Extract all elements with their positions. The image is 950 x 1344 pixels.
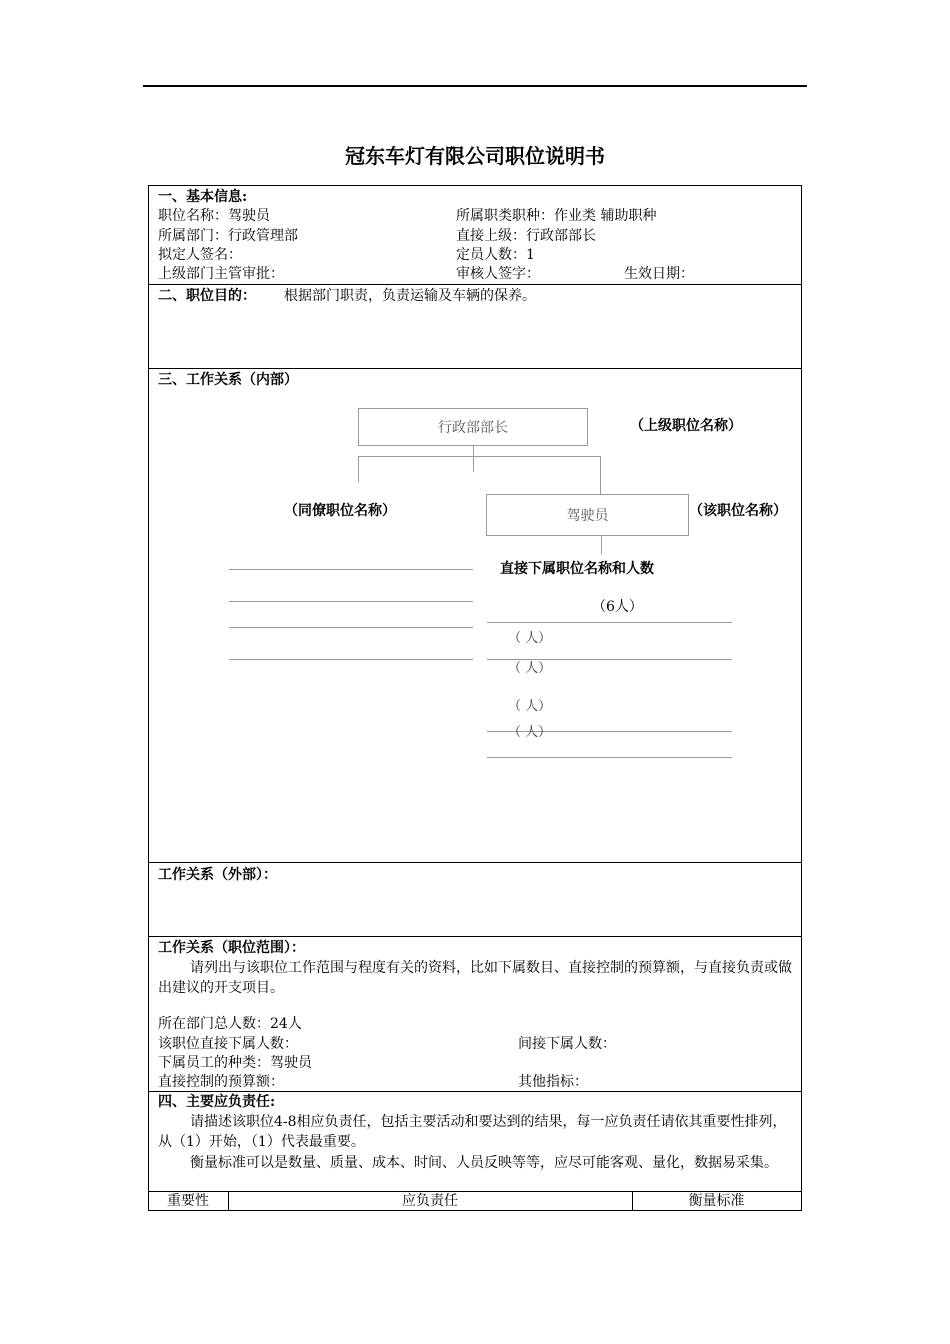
superior-position-name: 行政部部长 [438, 420, 508, 436]
scope-description: 请列出与该职位工作范围与程度有关的资料，比如下属数目、直接控制的预算额，与直接负责或做出建议的开支项目。 [158, 960, 792, 996]
sub-line-4 [487, 757, 732, 758]
department: 所属部门：行政管理部 [158, 228, 298, 244]
section-divider-scope [148, 936, 802, 937]
indirect-subordinate-count: 间接下属人数： [518, 1036, 616, 1052]
direct-superior: 直接上级：行政部部长 [456, 228, 596, 244]
position-category: 所属职类职种：作业类 辅助职种 [456, 208, 657, 224]
supervisor-approval: 上级部门主管审批： [158, 266, 284, 282]
subordinate-row: （ 人） [508, 725, 552, 740]
external-relations-heading: 工作关系（外部）： [158, 867, 277, 883]
org-connector-right [600, 456, 601, 494]
direct-subordinate-count: 该职位直接下属人数： [158, 1036, 298, 1052]
subordinate-row: （ 人） [508, 699, 552, 714]
org-connector-down [601, 536, 602, 554]
effective-date: 生效日期： [624, 266, 694, 282]
subordinate-type: 下属员工的种类：驾驶员 [158, 1055, 312, 1071]
org-connector-left [358, 456, 359, 482]
header-rule [143, 85, 807, 87]
self-position-name: 驾驶员 [566, 508, 609, 524]
peer-line-2 [229, 601, 473, 602]
table-left-border [148, 185, 149, 1210]
dept-total-count: 所在部门总人数：24人 [158, 1016, 302, 1032]
peer-line-3 [229, 627, 473, 628]
section-divider-2 [148, 284, 802, 285]
basic-info-heading: 一、基本信息: [158, 189, 248, 205]
sub-line-1 [487, 622, 732, 623]
table-top-border [148, 185, 802, 186]
page-title: 冠东车灯有限公司职位说明书 [345, 144, 605, 168]
org-connector-top [473, 446, 474, 472]
peer-position-label: （同僚职位名称） [284, 503, 396, 519]
peer-line-1 [229, 569, 473, 570]
table-bottom-border [148, 1210, 802, 1211]
col-header-standard: 衡量标准 [688, 1193, 745, 1209]
drafter-signature: 拟定人签名： [158, 247, 242, 263]
section-divider-3 [148, 368, 802, 369]
col-header-duty: 应负责任 [402, 1193, 458, 1209]
section-divider-ext [148, 862, 802, 863]
self-position-label: （该职位名称） [689, 503, 787, 519]
self-position-box [486, 494, 689, 536]
table-right-border [801, 185, 802, 1210]
other-indicators: 其他指标： [518, 1074, 588, 1090]
measurement-description: 衡量标准可以是数量、质量、成本、时间、人员反映等等，应尽可能客观、量化，数据易采集。 [190, 1155, 778, 1171]
purpose-heading: 二、职位目的： [158, 288, 256, 304]
internal-relations-heading: 三、工作关系（内部） [158, 372, 298, 388]
superior-position-box [358, 408, 588, 446]
subordinate-row: （ 人） [508, 661, 552, 676]
budget-amount: 直接控制的预算额： [158, 1074, 284, 1090]
subordinates-total: （6人） [592, 599, 643, 615]
position-name: 职位名称：驾驶员 [158, 208, 270, 224]
headcount: 定员人数：1 [456, 247, 535, 263]
subordinates-heading: 直接下属职位名称和人数 [500, 561, 654, 577]
responsibilities-description: 请描述该职位4-8相应负责任，包括主要活动和要达到的结果，每一应负责任请依其重要性排列，从（1）开始，（1）代表最重要。 [158, 1114, 787, 1150]
purpose-text: 根据部门职责，负责运输及车辆的保养。 [284, 288, 536, 304]
reviewer-signature: 审核人签字： [456, 266, 540, 282]
superior-position-label: （上级职位名称） [630, 418, 742, 434]
col-header-importance: 重要性 [167, 1193, 209, 1209]
org-connector-horizontal [358, 456, 601, 457]
scope-heading: 工作关系（职位范围）： [158, 940, 305, 956]
peer-line-4 [229, 659, 473, 660]
responsibilities-heading: 四、主要应负责任: [158, 1094, 276, 1110]
subordinate-row: （ 人） [508, 631, 552, 646]
